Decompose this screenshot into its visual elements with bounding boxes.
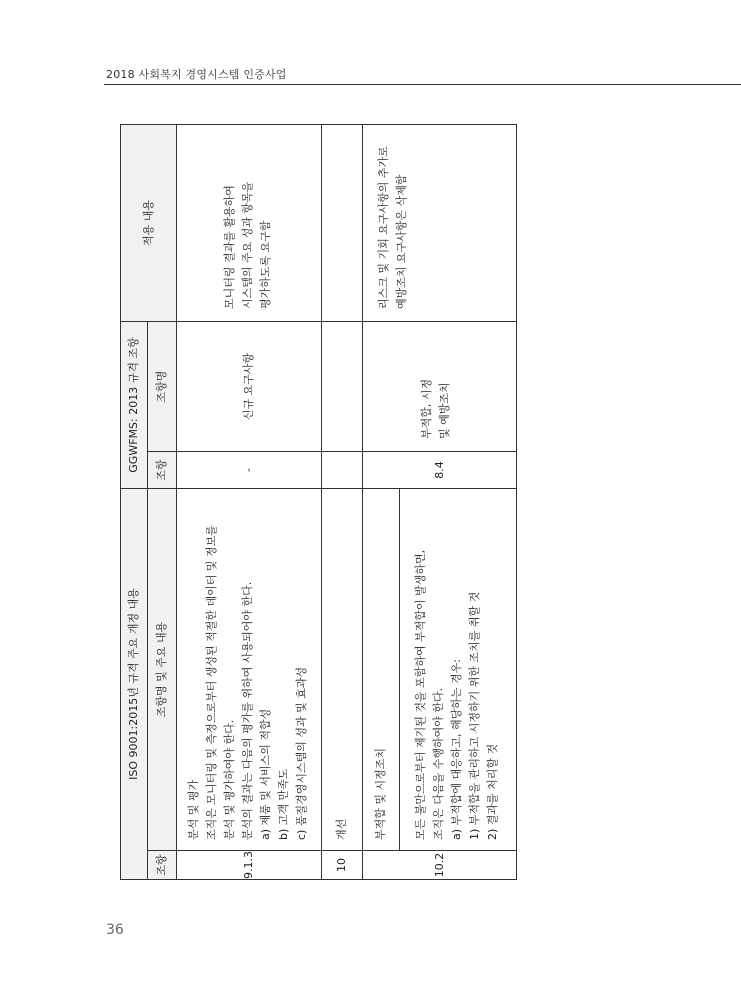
row-913-ggw-clause-text: - [242, 468, 255, 472]
row-913-ggw-name-text: 신규 요구사항 [242, 352, 255, 421]
row-10-ggw-clause [321, 451, 363, 489]
row-913-clause [176, 850, 322, 880]
ggw-header [120, 321, 148, 489]
row-913-apply-line: 시스템의 주요 성과 항목을 [241, 181, 254, 309]
row-102-ggw-name [362, 321, 517, 452]
iso-header-text: ISO 9001:2015년 규격 주요 개정 내용 [127, 588, 140, 780]
ggw-clause-col [147, 451, 177, 489]
ggw-name-col [147, 321, 177, 452]
header-rule [104, 84, 741, 85]
page-number: 36 [106, 922, 124, 938]
row-10-content [321, 488, 363, 851]
row-913-line: 분석의 결과는 다음의 평가를 위하여 사용되어야 한다. [241, 581, 254, 840]
row-102-content [399, 488, 517, 851]
row-913-apply [176, 124, 322, 322]
header-title: 2018 사회복지 경영시스템 인증사업 [106, 68, 287, 81]
apply-header-text: 적용 내용 [141, 200, 155, 247]
row-913-line: c) 품질경영시스템의 성과 및 효과성 [295, 666, 308, 840]
row-10-clause [321, 850, 363, 880]
row-913-ggw-name [176, 321, 322, 452]
row-102-apply-line: 예방조치 요구사항은 삭제함 [395, 174, 408, 309]
row-102-title [362, 488, 400, 851]
row-913-content [176, 488, 322, 851]
iso-header [120, 488, 148, 880]
row-102-clause [362, 850, 517, 880]
row-102-apply-line: 리스크 및 기회 요구사항의 추가로 [377, 146, 390, 309]
iso-clause-col [147, 850, 177, 880]
iso-content-col-label: 조항명 및 주요 내용 [155, 621, 168, 718]
row-102-ggw-name-line: 부적합, 시정 [420, 378, 433, 439]
row-913-clause-text: 9.1.3 [242, 851, 255, 879]
row-10-ggw-name [321, 321, 363, 452]
row-102-clause-text: 10.2 [432, 852, 446, 878]
row-913-line: b) 고객 만족도 [277, 768, 290, 840]
row-10-line: 개선 [335, 818, 348, 840]
row-913-apply-line: 평가하도록 요구함 [259, 220, 272, 309]
row-102-ggw-clause [362, 451, 517, 489]
row-102-line: 모든 불만으로부터 제기된 것을 포함하여 부적합이 발생하면, [414, 549, 427, 840]
row-10-clause-text: 10 [335, 858, 348, 872]
ggw-clause-col-label: 조항 [155, 459, 168, 481]
row-102-line: 조직은 다음을 수행하여야 한다. [432, 687, 445, 840]
row-913-line: a) 제품 및 서비스의 적합성 [259, 708, 272, 840]
row-102-ggw-clause-text: 8.4 [432, 461, 446, 479]
rotated-table [120, 124, 517, 880]
ggw-name-col-label: 조항명 [155, 370, 168, 403]
ggw-header-text: GGWFMS: 2013 규격 조항 [127, 337, 140, 473]
row-913-ggw-clause [176, 451, 322, 489]
row-913-line: 조직은 모니터링 및 측정으로부터 생성된 적절한 데이터 및 정보를 [205, 525, 218, 840]
apply-header [120, 124, 177, 322]
row-102-apply [362, 124, 517, 322]
iso-content-col [147, 488, 177, 851]
row-10-apply [321, 124, 363, 322]
row-913-line: 분석 및 평가 [187, 779, 200, 840]
row-102-ggw-name-line: 및 예방조치 [438, 382, 451, 439]
row-102-line: a) 부적합에 대응하고, 해당하는 경우: [450, 659, 463, 840]
row-102-line: 1) 부적합을 관리하고 시정하기 위한 조치를 취할 것 [468, 591, 481, 840]
row-913-apply-line: 모니터링 결과를 활용하여 [223, 185, 236, 309]
row-102-title-text: 부적합 및 시정조치 [374, 747, 387, 840]
row-102-line: 2) 결과를 처리할 것 [486, 743, 499, 840]
row-913-line: 분석 및 평가하여야 한다. [223, 719, 236, 840]
iso-clause-col-label: 조항 [155, 854, 168, 876]
